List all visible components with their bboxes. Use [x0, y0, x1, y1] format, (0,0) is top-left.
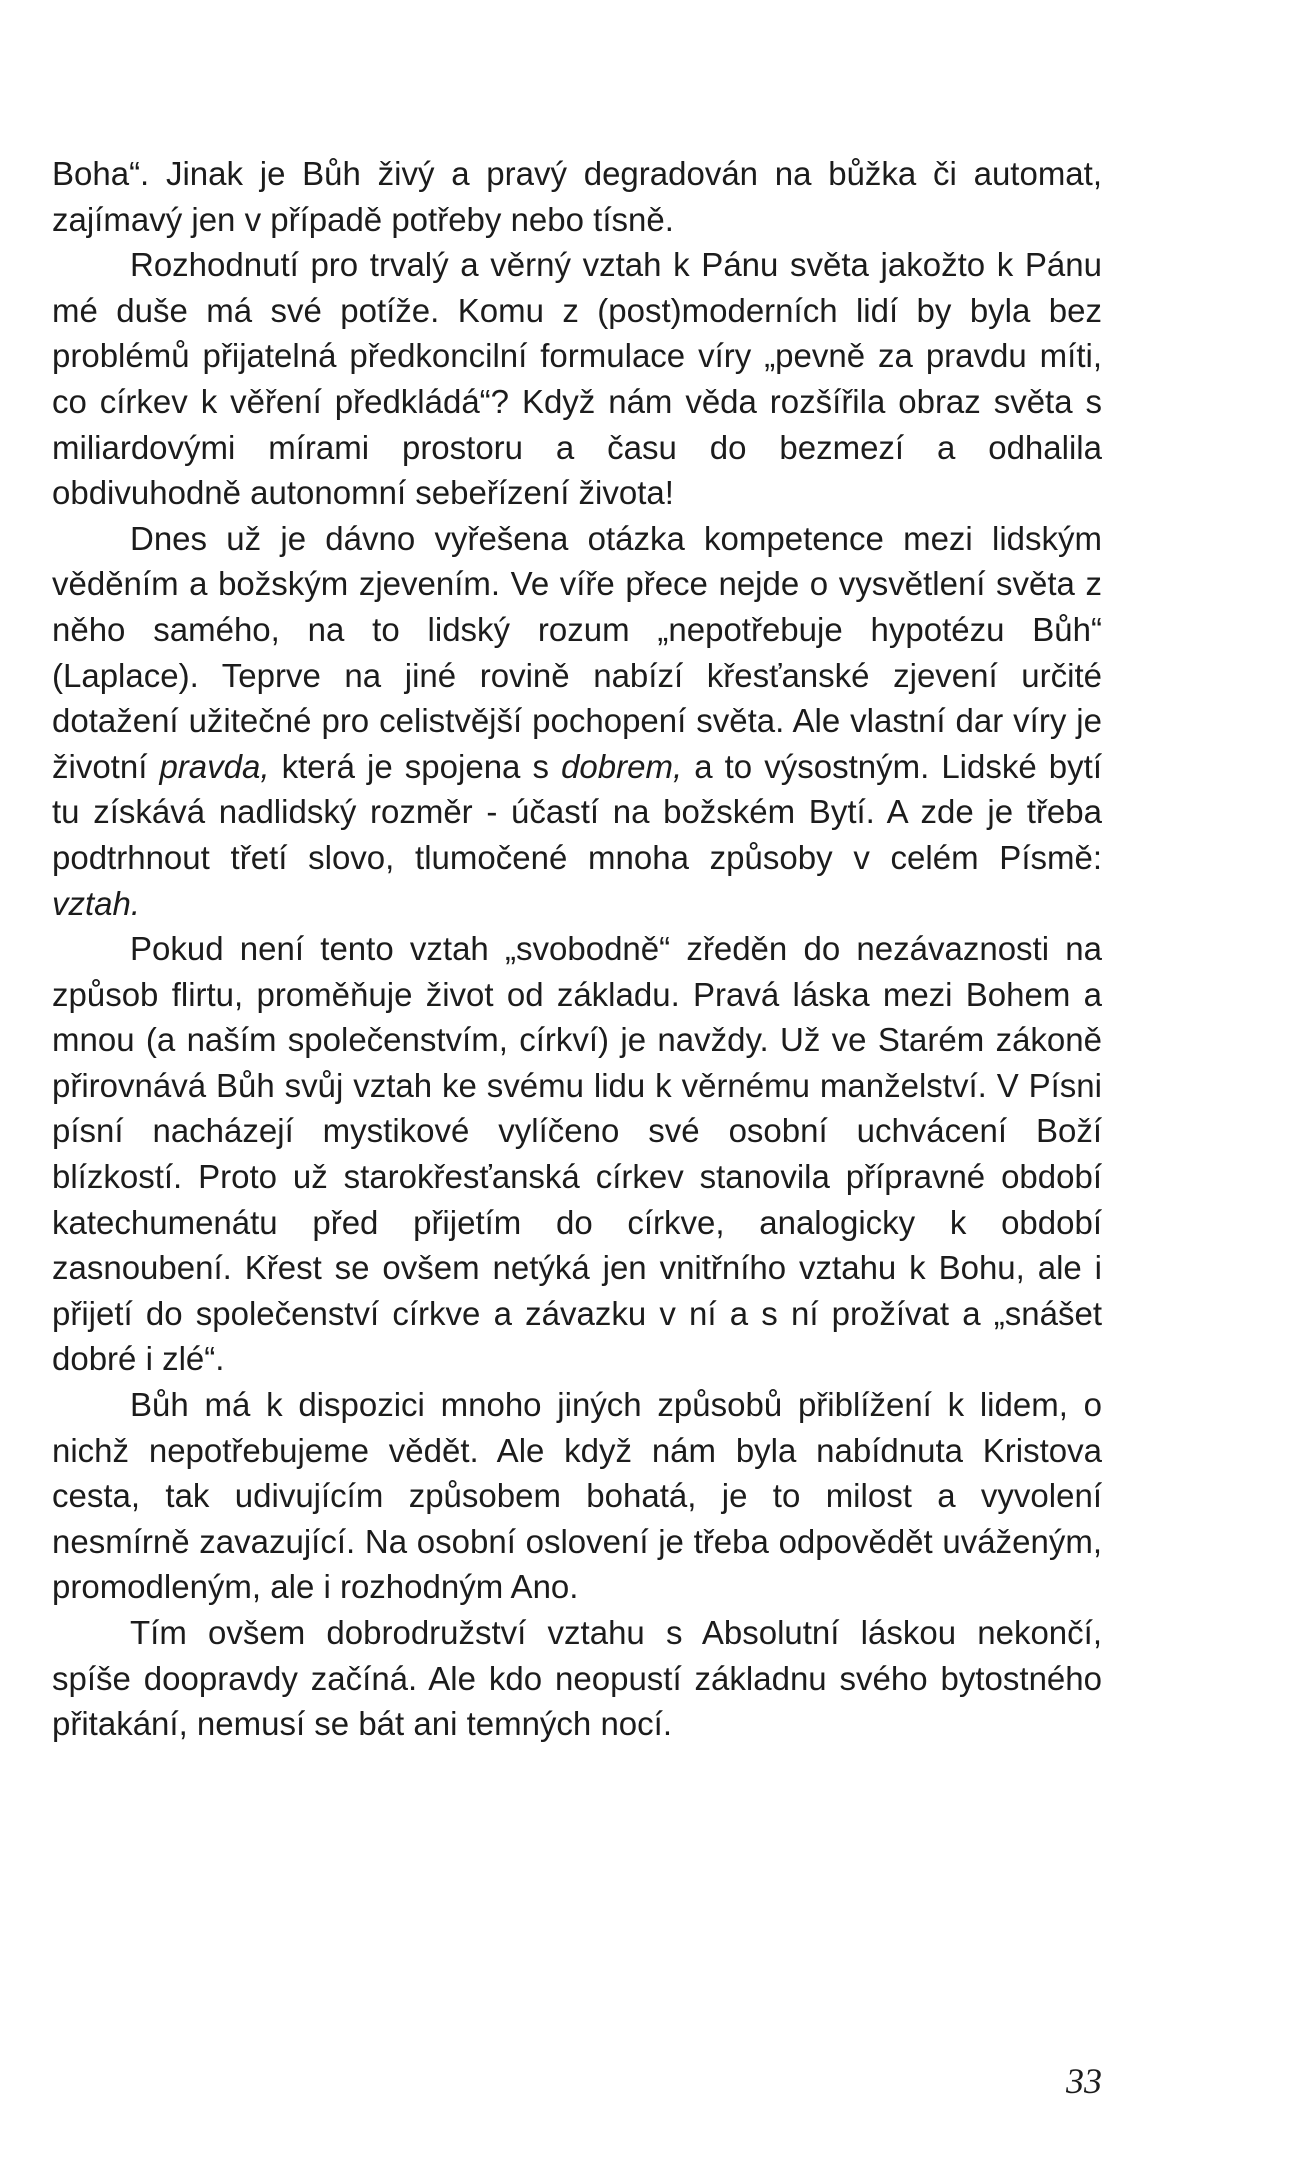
paragraph-1: [52, 151, 1102, 242]
paragraph-5: [52, 1382, 1102, 1610]
text-segment: Pokud není tento vztah „svobodně“ zředěn do nezávaznosti na způsob flirtu, proměňuje život od základu. Pravá láska mezi Bohem a mnou (a naším společenstvím, církví) je navždy. Už ve Starém zákoně přirovnává Bůh svůj vztah ke svému lidu k věrnému manželství. V Písni písní nacházejí mystikové vylíčeno své osobní uchvácení Boží blízkostí. Proto už starokřesťanská církev stanovila přípravné období katechumenátu před přijetím do církve, analogicky k období zasnoubení. Křest se ovšem netýká jen vnitřního vztahu k Bohu, ale i přijetí do společenství církve a závazku v ní a s ní prožívat a „snášet dobré i zlé“.: [52, 930, 1102, 1378]
paragraph-3: [52, 516, 1102, 926]
text-segment: Bůh má k dispozici mnoho jiných způsobů přiblížení k lidem, o nichž nepotřebujeme vědět. Ale když nám byla nabídnuta Kristova cesta, tak udivujícím způsobem bohatá, je to milost a vyvolení nesmírně zavazující. Na osobní oslovení je třeba odpovědět uváženým, promodleným, ale i rozhodným Ano.: [52, 1386, 1102, 1606]
page-number: 33: [1066, 2061, 1102, 2101]
paragraph-4: [52, 926, 1102, 1382]
text-segment: Rozhodnutí pro trvalý a věrný vztah k Pánu světa jakožto k Pánu mé duše má své potíže. Komu z (post)moderních lidí by byla bez problémů přijatelná předkoncilní formulace víry „pevně za pravdu míti, co církev k věření předkládá“? Když nám věda rozšířila obraz světa s miliardovými mírami prostoru a času do bezmezí a odhalila obdivuhodně autonomní sebeřízení života!: [52, 246, 1102, 512]
paragraph-6: [52, 1610, 1102, 1747]
text-segment: Boha“. Jinak je Bůh živý a pravý degradován na bůžka či automat, zajímavý jen v případě potřeby nebo tísně.: [52, 155, 1102, 238]
body-text: [52, 151, 1102, 1747]
text-segment: Dnes už je dávno vyřešena otázka kompetence mezi lidským věděním a božským zjevením. Ve víře přece nejde o vysvětlení světa z něho samého, na to lidský rozum „nepotřebuje hypotézu Bůh“ (Laplace). Teprve na jiné rovině nabízí křesťanské zjevení určité dotažení užitečné pro celistvější pochopení světa. Ale vlastní dar víry je životní: [52, 519, 1102, 785]
italic-word-pravda: pravda,: [159, 747, 270, 785]
paragraph-2: [52, 242, 1102, 516]
text-segment: a to výsostným. Lidské bytí tu získává nadlidský rozměr - účastí na božském Bytí. A zde je třeba podtrhnout třetí slovo, tlumočené mnoha způsoby v celém Písmě:: [52, 747, 1102, 876]
text-segment: která je spojena s: [269, 747, 562, 785]
italic-word-dobrem: dobrem,: [561, 747, 683, 785]
text-segment: Tím ovšem dobrodružství vztahu s Absolutní láskou nekončí, spíše doopravdy začíná. Ale kdo neopustí základnu svého bytostného přitakání, nemusí se bát ani temných nocí.: [52, 1614, 1102, 1743]
italic-word-vztah: vztah.: [52, 884, 141, 922]
